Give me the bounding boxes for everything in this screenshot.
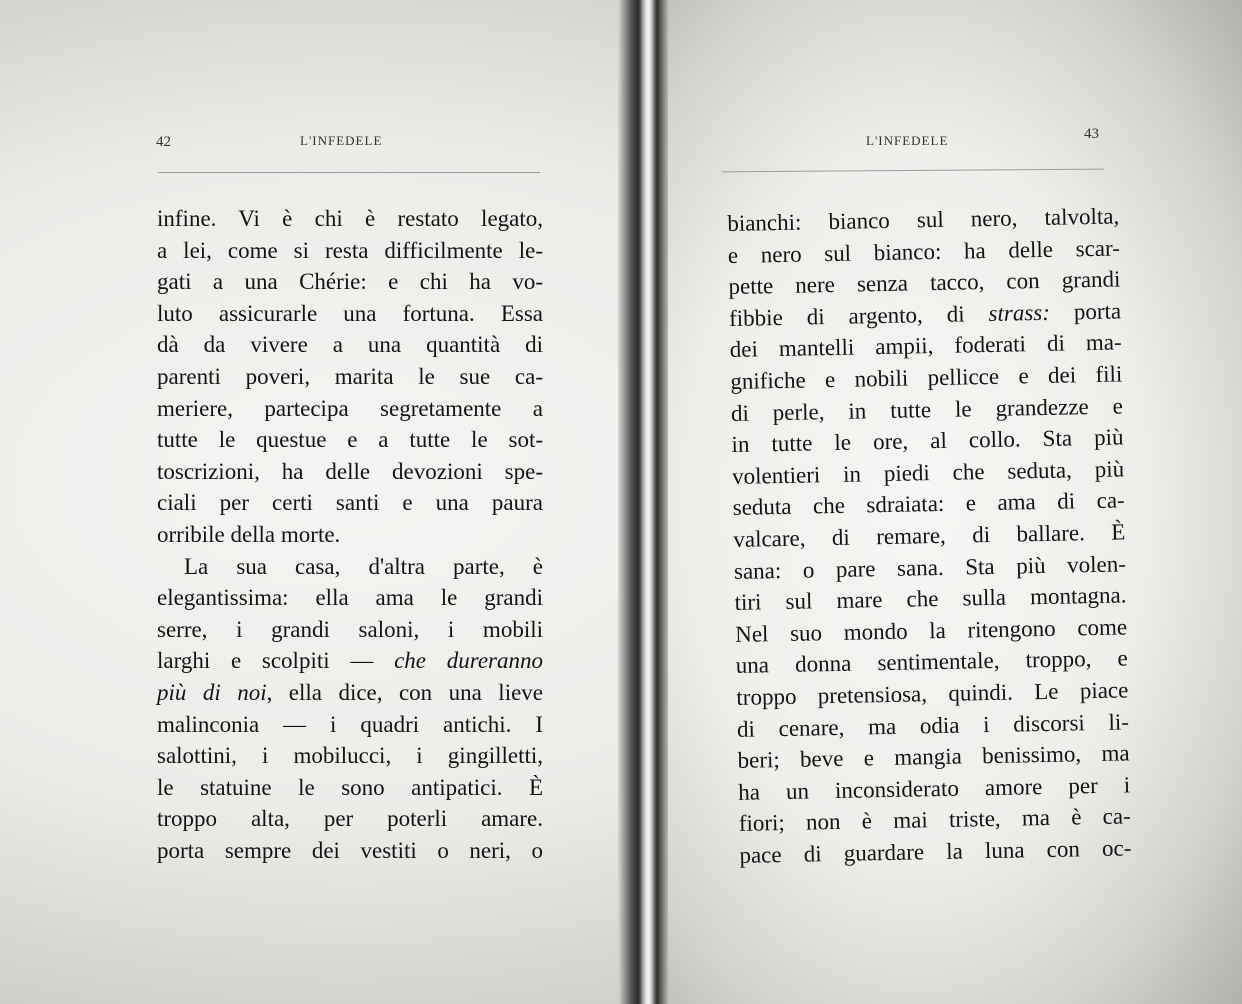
text-line — [157, 393, 543, 425]
line-text: toscrizioni, ha delle devozioni spe- — [157, 458, 543, 484]
line-text: infine. Vi è chi è restato legato, — [157, 206, 543, 231]
text-line — [157, 645, 543, 677]
line-text: volentieri in piedi che seduta, più — [731, 456, 1125, 489]
right-page — [660, 0, 1242, 1004]
line-text: porta sempre dei vestiti o neri, o — [157, 837, 543, 863]
body-text — [157, 203, 543, 866]
text-line — [157, 803, 543, 835]
page-number: 43 — [1084, 126, 1099, 142]
line-text: , ella dice, con una lieve — [266, 679, 544, 705]
line-text: tutte le questue e a tutte le sot- — [157, 427, 543, 453]
line-text: fibbie di argento, di — [728, 300, 989, 331]
page-number: 42 — [156, 134, 171, 150]
line-text: ciali per certi santi e una paura — [157, 490, 543, 516]
text-line — [157, 329, 543, 361]
line-text: ha un inconsiderato amore per i — [737, 772, 1131, 805]
line-text: gnifiche e nobili pellicce e dei fili — [730, 361, 1123, 394]
text-line — [157, 519, 543, 551]
line-text: parenti poveri, marita le sue ca- — [157, 363, 543, 389]
text-line — [157, 424, 543, 456]
text-line — [157, 582, 543, 614]
line-text: di cenare, ma odia i discorsi li- — [736, 708, 1130, 742]
line-text: La sua casa, d'altra parte, è — [184, 553, 543, 579]
line-text: troppo pretensiosa, quindi. Le piace — [736, 677, 1129, 710]
text-line — [157, 772, 543, 804]
line-text: beri; beve e mangia benissimo, ma — [737, 740, 1130, 773]
line-text: larghi e scolpiti — — [157, 648, 395, 674]
text-line — [157, 835, 543, 867]
line-text: di perle, in tutte le grandezze e — [730, 393, 1124, 426]
line-text: una donna sentimentale, troppo, e — [735, 645, 1128, 679]
text-line — [157, 740, 543, 772]
text-line — [157, 298, 543, 330]
running-head: L'INFEDELE — [866, 133, 949, 148]
text-line — [157, 456, 543, 488]
text-line — [157, 487, 543, 519]
left-page — [0, 0, 620, 1004]
line-text: seduta che sdraiata: e ama di ca- — [732, 487, 1125, 521]
line-text: sana: o pare sana. Sta più volen- — [733, 550, 1127, 584]
line-text: bianchi: bianco sul nero, talvolta, — [727, 203, 1120, 236]
header-rule — [158, 172, 540, 173]
line-text: tiri sul mare che sulla montagna. — [734, 582, 1127, 616]
text-line — [157, 551, 543, 583]
line-text: valcare, di remare, di ballare. È — [733, 519, 1126, 552]
line-text: fiori; non è mai triste, ma è ca- — [738, 803, 1131, 837]
body-text — [727, 200, 1132, 871]
line-text: orribile della morte. — [157, 521, 341, 547]
line-text: dei mantelli ampii, foderati di ma- — [729, 329, 1122, 363]
line-text: malinconia — i quadri antichi. I — [157, 711, 543, 737]
line-text: pace di guardare la luna con oc- — [739, 835, 1132, 868]
line-text: pette nere senza tacco, con grandi — [728, 266, 1121, 300]
text-line — [157, 266, 543, 298]
header-rule — [722, 169, 1104, 173]
line-text: serre, i grandi saloni, i mobili — [157, 616, 543, 642]
line-text: troppo alta, per poterli amare. — [157, 806, 543, 832]
text-line — [157, 235, 543, 267]
line-text: e nero sul bianco: ha delle scar- — [727, 235, 1121, 268]
line-text: meriere, partecipa segretamente a — [157, 395, 543, 421]
line-text: gati a una Chérie: e chi ha vo- — [157, 269, 543, 295]
line-text: Nel suo mondo la ritengono come — [734, 614, 1128, 647]
line-text: a lei, come si resta difficilmente le- — [157, 237, 543, 263]
line-text: luto assicurarle una fortuna. Essa — [157, 300, 543, 326]
italic-text: strass: — [988, 299, 1051, 326]
gutter-highlight — [640, 0, 654, 1004]
text-line — [157, 709, 543, 741]
line-text: in tutte le ore, al collo. Sta più — [731, 424, 1124, 458]
text-line — [739, 832, 1132, 871]
text-line — [157, 361, 543, 393]
italic-text: più di noi — [157, 679, 267, 705]
line-text: elegantissima: ella ama le grandi — [157, 585, 543, 611]
text-line — [157, 203, 543, 235]
line-text: salottini, i mobilucci, i gingilletti, — [157, 743, 543, 769]
line-text: porta — [1049, 298, 1122, 325]
line-text: le statuine le sono antipatici. È — [157, 774, 543, 800]
text-line — [157, 614, 543, 646]
italic-text: che dureranno — [394, 648, 543, 674]
running-head: L'INFEDELE — [300, 133, 383, 148]
line-text: dà da vivere a una quantità di — [157, 332, 543, 358]
text-line — [157, 677, 543, 709]
